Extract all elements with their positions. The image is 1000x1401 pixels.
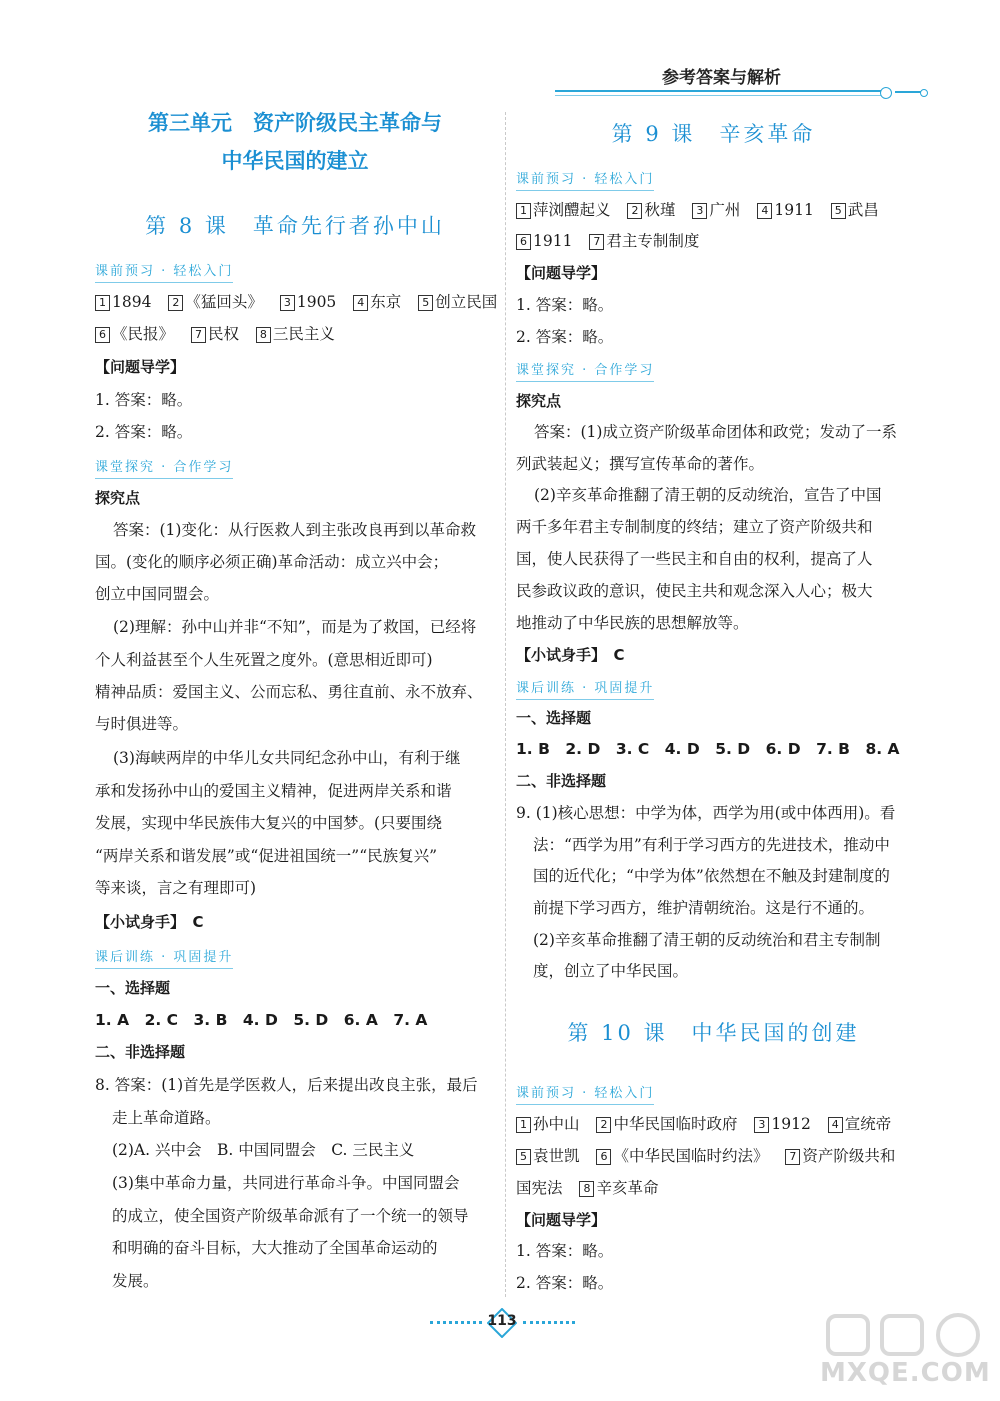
- page-number: 113: [487, 1313, 517, 1329]
- q9-line: 法：“西学为用”有利于学习西方的先进技术，推动中: [533, 836, 890, 854]
- question-guide-head: 【问题导学】: [516, 1211, 607, 1229]
- explore-line: 两千多年君主专制制度的终结；建立了资产阶级共和: [516, 518, 873, 536]
- choice-head: 一、选择题: [95, 979, 171, 997]
- lesson9-title: 第 9 课 辛亥革命: [611, 122, 816, 146]
- header-circle-icon: [880, 87, 892, 99]
- unit-title-line1: 第三单元 资产阶级民主革命与: [148, 111, 442, 135]
- section-tag-preview: 课前预习 · 轻松入门: [516, 1082, 654, 1105]
- nonchoice-head: 二、非选择题: [516, 772, 607, 790]
- header-title: 参考答案与解析: [662, 68, 781, 88]
- question-guide-1: 1. 答案：略。: [516, 296, 614, 314]
- header-rule: [555, 90, 885, 92]
- explore-line: 创立中国同盟会。: [95, 585, 220, 603]
- explore-line: 承和发扬孙中山的爱国主义精神，促进两岸关系和谐: [95, 782, 452, 800]
- explore-line: 与时俱进等。: [95, 715, 189, 733]
- watermark-logo: [820, 1310, 990, 1390]
- q9-line: (2)辛亥革命推翻了清王朝的反动统治和君主专制制: [533, 931, 881, 949]
- explore-line: 民参政议政的意识，使民主共和观念深入人心；极大: [516, 582, 873, 600]
- q8-line: 发展。: [112, 1272, 159, 1290]
- question-guide-2: 2. 答案：略。: [516, 1274, 614, 1292]
- question-guide-1: 1. 答案：略。: [516, 1242, 614, 1260]
- page-dots-left: [430, 1321, 482, 1324]
- q8-line: 和明确的奋斗目标，大大推动了全国革命运动的: [112, 1239, 438, 1257]
- choice-answers: 1. A 2. C 3. B 4. D 5. D 6. A 7. A: [95, 1011, 428, 1029]
- explore-line: 等来谈，言之有理即可): [95, 879, 257, 897]
- page-number-badge: [430, 1305, 575, 1339]
- explore-line: 精神品质：爱国主义、公而忘私、勇往直前、永不放弃、: [95, 683, 483, 701]
- header-small-circle-icon: [920, 89, 928, 97]
- q8-line: (3)集中革命力量，共同进行革命斗争。中国同盟会: [112, 1174, 460, 1192]
- explore-line: 个人利益甚至个人生死置之度外。(意思相近即可): [95, 651, 433, 669]
- question-guide-2: 2. 答案：略。: [516, 328, 614, 346]
- explore-line: (2)理解：孙中山并非“不知”，而是为了救国，已经将: [113, 618, 477, 636]
- choice-head: 一、选择题: [516, 709, 592, 727]
- page-dots-right: [523, 1321, 575, 1324]
- q9-line: 前提下学习西方，维护清朝统治。这是行不通的。: [533, 899, 875, 917]
- preview-answers-row2: 6 1911 7 君主专制制度: [516, 231, 911, 251]
- lesson8-title: 第 8 课 革命先行者孙中山: [145, 214, 445, 238]
- watermark-text: MXQE.COM: [820, 1358, 991, 1388]
- explore-line: 国。(变化的顺序必须正确)革命活动：成立兴中会；: [95, 553, 449, 571]
- explore-line: (3)海峡两岸的中华儿女共同纪念孙中山，有利于继: [113, 749, 461, 767]
- preview2-answers-row2: 5 袁世凯 6 《中华民国临时约法》 7 资产阶级共和: [516, 1146, 911, 1166]
- explore-line: 国，使人民获得了一些民主和自由的权利，提高了人: [516, 550, 873, 568]
- preview-answers-row1: 1 萍浏醴起义 2 秋瑾 3 广州 4 1911 5 武昌: [516, 200, 911, 220]
- explore-line: 地推动了中华民族的思想解放等。: [516, 614, 749, 632]
- question-guide-head: 【问题导学】: [95, 358, 186, 376]
- column-divider: [505, 112, 506, 1297]
- q8-line: (2)A. 兴中会 B. 中国同盟会 C. 三民主义: [112, 1141, 415, 1159]
- explore-line: 答案：(1)成立资产阶级革命团体和政党；发动了一系: [534, 423, 897, 441]
- q8-line: 8. 答案：(1)首先是学医救人，后来提出改良主张，最后: [95, 1076, 478, 1094]
- preview-answers-row2: 6 《民报》 7 民权 8 三民主义: [95, 324, 495, 344]
- section-tag-explore: 课堂探究 · 合作学习: [516, 359, 654, 382]
- explore-line: (2)辛亥革命推翻了清王朝的反动统治，宣告了中国: [534, 486, 882, 504]
- question-guide-head: 【问题导学】: [516, 264, 607, 282]
- explore-line: 发展，实现中华民族伟大复兴的中国梦。(只要围绕: [95, 814, 443, 832]
- lesson10-title: 第 10 课 中华民国的创建: [567, 1021, 860, 1045]
- q8-line: 的成立，使全国资产阶级革命派有了一个统一的领导: [112, 1207, 469, 1225]
- explore-head: 探究点: [516, 392, 562, 410]
- choice-answers: 1. B 2. D 3. C 4. D 5. D 6. D 7. B 8. A: [516, 740, 900, 758]
- preview2-answers-row3: 国宪法 8 辛亥革命: [516, 1179, 659, 1197]
- quiz-answer: 【小试身手】 C: [95, 913, 204, 931]
- header-rule-thin: [555, 95, 885, 96]
- q9-line: 国的近代化；“中学为体”依然想在不触及封建制度的: [533, 867, 890, 885]
- preview2-answers-row1: 1 孙中山 2 中华民国临时政府 3 1912 4 宣统帝: [516, 1114, 911, 1134]
- question-guide-1: 1. 答案：略。: [95, 391, 193, 409]
- section-tag-preview: 课前预习 · 轻松入门: [516, 168, 654, 191]
- preview-answers-row1: 1 1894 2 《猛回头》 3 1905 4 东京 5 创立民国: [95, 292, 495, 312]
- q9-line: 度，创立了中华民国。: [533, 962, 689, 980]
- watermark-emblem-icon: [820, 1310, 990, 1360]
- section-tag-explore: 课堂探究 · 合作学习: [95, 456, 233, 479]
- explore-line: 答案：(1)变化：从行医救人到主张改良再到以革命救: [113, 521, 476, 539]
- explore-head: 探究点: [95, 489, 141, 507]
- nonchoice-head: 二、非选择题: [95, 1043, 186, 1061]
- q8-line: 走上革命道路。: [112, 1109, 221, 1127]
- section-tag-after: 课后训练 · 巩固提升: [95, 946, 233, 969]
- explore-line: “两岸关系和谐发展”或“促进祖国统一”“民族复兴”: [95, 847, 438, 865]
- quiz-answer: 【小试身手】 C: [516, 646, 625, 664]
- q9-line: 9. (1)核心思想：中学为体，西学为用(或中体西用)。看: [516, 804, 896, 822]
- unit-title-line2: 中华民国的建立: [221, 149, 369, 173]
- explore-line: 列武装起义；撰写宣传革命的著作。: [516, 455, 765, 473]
- section-tag-preview: 课前预习 · 轻松入门: [95, 260, 233, 283]
- section-tag-after: 课后训练 · 巩固提升: [516, 677, 654, 700]
- question-guide-2: 2. 答案：略。: [95, 423, 193, 441]
